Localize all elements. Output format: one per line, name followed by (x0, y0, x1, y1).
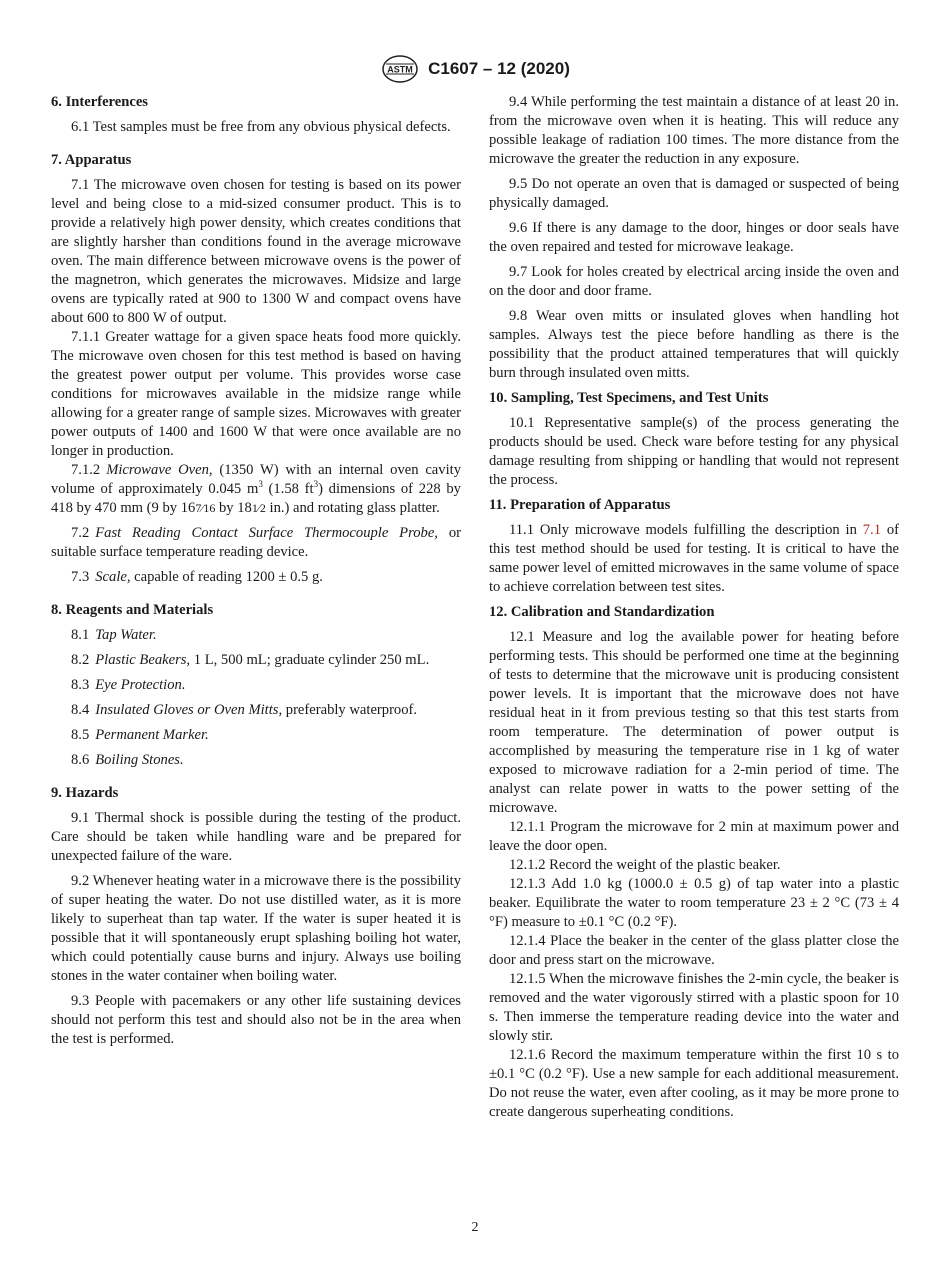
paragraph-12-1-4: 12.1.4 Place the beaker in the center of the glass platter close the door and press start on the microwave. (489, 933, 899, 968)
item-8-4: 8.4 Insulated Gloves or Oven Mitts, preferably waterproof. (71, 702, 418, 718)
right-column (489, 93, 899, 1122)
paragraph-9-5: 9.5 Do not operate an oven that is damaged or suspected of being physically damaged. (489, 176, 899, 211)
paragraph-6-1: 6.1 Test samples must be free from any obvious physical defects. (71, 119, 451, 135)
paragraph-7-1-2: 7.1.2 Microwave Oven, (1350 W) with an internal oven cavity volume of approximately 0.045 $m^3$ (1.58 $ft^3$) dimensions of 228 by 418 by 470 mm (9 by 167⁄16 by 181⁄2 in.) and rotating glass platter. (51, 462, 461, 516)
page-number: 2 (471, 1220, 479, 1235)
item-8-3: 8.3 Eye Protection. (71, 677, 186, 693)
astm-logo-icon (380, 54, 420, 84)
item-8-2: 8.2 Plastic Beakers, 1 L, 500 mL; graduate cylinder 250 mL. (71, 652, 430, 668)
section-9-heading: 9. Hazards (51, 785, 119, 801)
paragraph-7-1: 7.1 The microwave oven chosen for testing is based on its power level and being close to a mid-sized consumer product. This is to provide a relatively high power density, which creates conditions that are slightly harsher than conditions found in the average microwave oven. The main difference between microwave ovens is the power of the magnetron, which generates the microwaves. Midsize and large ovens are typically rated at 900 to 1300 W and compact ovens have about 600 to 800 W of output. (51, 177, 461, 326)
astm-logo-text: ASTM (387, 64, 413, 75)
paragraph-7-1-1: 7.1.1 Greater wattage for a given space heats food more quickly. The microwave oven chosen for this test method is based on having the greatest power output per volume. This provides worse case conditions for microwaves available in the midsize range while allowing for a greater range of sample sizes. Microwaves with greater power outputs of 1400 and 1600 W that were once available are no longer in production. (51, 329, 461, 459)
item-8-6: 8.6 Boiling Stones. (71, 752, 184, 768)
paragraph-12-1-5: 12.1.5 When the microwave finishes the 2-min cycle, the beaker is removed and the water vigorously stirred with a plastic spoon for 10 s. Then immerse the temperature reading device into the water and slowly stir. (489, 971, 899, 1044)
paragraph-12-1-2: 12.1.2 Record the weight of the plastic beaker. (509, 857, 781, 873)
section-6-heading: 6. Interferences (51, 94, 148, 110)
paragraph-12-1-6: 12.1.6 Record the maximum temperature within the first 10 s to ±0.1 °C (0.2 °F). Use a new sample for each additional measurement. Do not reuse the water, even after cooling, as it may be more prone to create dangerous superheating conditions. (489, 1047, 899, 1120)
section-7-1-link[interactable]: 7.1 (862, 522, 881, 538)
paragraph-12-1-1: 12.1.1 Program the microwave for 2 min at maximum power and leave the door open. (489, 819, 899, 854)
paragraph-7-2: 7.2 Fast Reading Contact Surface Thermocouple Probe, or suitable surface temperature reading device. (51, 525, 461, 560)
section-10-heading: 10. Sampling, Test Specimens, and Test Units (489, 390, 769, 406)
paragraph-9-4: 9.4 While performing the test maintain a distance of at least 20 in. from the microwave oven when it is heating. This will reduce any possible leakage of radiation 100 times. The more distance from the microwave the greater the reduction in any exposure. (489, 94, 899, 167)
section-11-heading: 11. Preparation of Apparatus (489, 497, 671, 513)
paragraph-10-1: 10.1 Representative sample(s) of the process generating the products should be used. Check ware before testing for any physical damage resulting from shipping or handling that would not represent the process. (489, 415, 899, 488)
left-column (51, 93, 461, 1055)
paragraph-9-3: 9.3 People with pacemakers or any other life sustaining devices should not perform this test and should also not be in the area when the test is performed. (51, 993, 461, 1047)
paragraph-12-1: 12.1 Measure and log the available power for heating before performing tests. This should be performed one time at the beginning of tests to determine that the microwave unit is producing consistent power levels. It is important that the microwave does not have residual heat in it from previous testing so that this test starts from room temperature. The determination of power output is accomplished by measuring the temperature rise in 1 kg of water exposed to microwave radiation for a 2-min period of time. The analyst can relate power in watts to the power setting of the microwave. (489, 629, 899, 816)
section-12-heading: 12. Calibration and Standardization (489, 604, 715, 620)
paragraph-9-2: 9.2 Whenever heating water in a microwave there is the possibility of super heating the water. Do not use distilled water, as it is more likely to superheat than tap water. If the water is super heated it is possible that it will spontaneously erupt splashing boiling hot water, which could potentially cause burns and injury. Always use boiling stones in the water container when boiling water. (51, 873, 461, 984)
paragraph-9-7: 9.7 Look for holes created by electrical arcing inside the oven and on the door and door frame. (489, 264, 899, 299)
paragraph-7-3: 7.3 Scale, capable of reading 1200 ± 0.5 g. (71, 569, 323, 585)
section-7-heading: 7. Apparatus (51, 152, 132, 168)
item-8-5: 8.5 Permanent Marker. (71, 727, 209, 743)
standard-designation: C1607 – 12 (2020) (428, 59, 570, 78)
paragraph-9-8: 9.8 Wear oven mitts or insulated gloves when handling hot samples. Always test the piece before handling as there is the possibility that the product attained temperatures that will quickly burn through insulated oven mitts. (489, 308, 899, 381)
paragraph-12-1-3: 12.1.3 Add 1.0 kg (1000.0 ± 0.5 g) of tap water into a plastic beaker. Equilibrate the water to room temperature 23 ± 2 °C (73 ± 4 °F) measure to ±0.1 °C (0.2 °F). (489, 876, 899, 930)
paragraph-9-6: 9.6 If there is any damage to the door, hinges or door seals have the oven repaired and tested for microwave leakage. (489, 220, 899, 255)
section-8-heading: 8. Reagents and Materials (51, 602, 214, 618)
paragraph-9-1: 9.1 Thermal shock is possible during the testing of the product. Care should be taken while handling ware and be prepared for unexpected failure of the ware. (51, 810, 461, 864)
page-header (0, 54, 950, 84)
item-8-1: 8.1 Tap Water. (71, 627, 157, 643)
paragraph-11-1: 11.1 Only microwave models fulfilling the description in 7.1 of this test method should be used for testing. It is critical to have the same power level of emitted microwaves in the same volume of space to achieve correlation between test sites. (489, 522, 900, 595)
